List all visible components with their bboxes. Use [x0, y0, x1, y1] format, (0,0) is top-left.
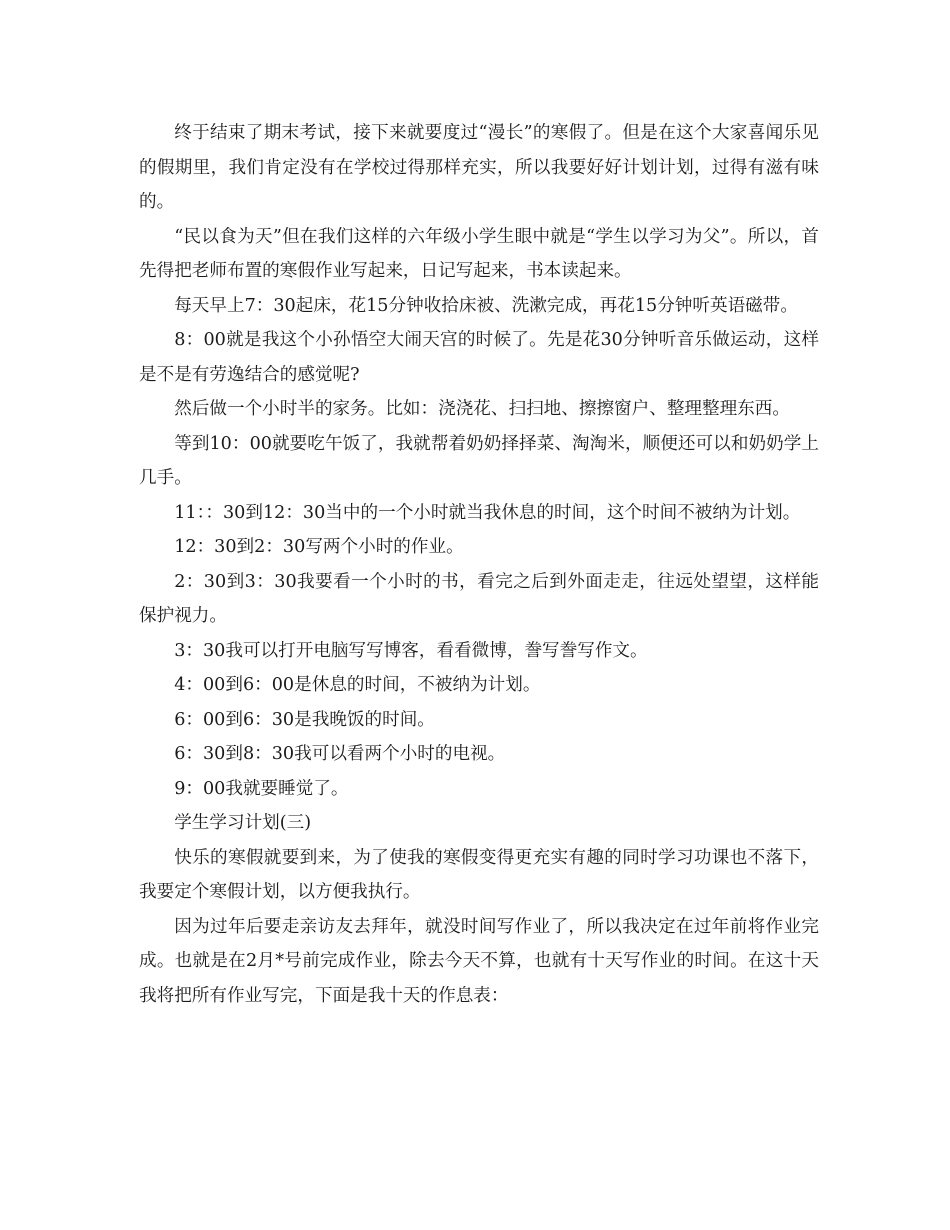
paragraph: 9：00我就要睡觉了。	[174, 778, 349, 799]
paragraph: 快乐的寒假就要到来，为了使我的寒假变得更充实有趣的同时学习功课也不落下，我要定个寒假计划，以方便我执行。	[139, 847, 819, 902]
paragraph: 3：30我可以打开电脑写写博客，看看微博，誊写誊写作文。	[174, 640, 648, 661]
section-heading: 学生学习计划(三)	[174, 813, 312, 833]
paragraph: 12：30到2：30写两个小时的作业。	[174, 537, 464, 557]
paragraph: 6：00到6：30是我晚饭的时间。	[174, 709, 435, 730]
paragraph: 每天早上7：30起床，花15分钟收拾床被、洗漱完成，再花15分钟听英语磁带。	[174, 295, 798, 316]
paragraph: 然后做一个小时半的家务。比如：浇浇花、扫扫地、擦擦窗户、整理整理东西。	[174, 399, 790, 419]
paragraph: 11：：30到12：30当中的一个小时就当我休息的时间，这个时间不被纳为计划。	[174, 502, 801, 523]
paragraph: 因为过年后要走亲访友去拜年，就没时间写作业了，所以我决定在过年前将作业完成。也就是在2月*号前完成作业，除去今天不算，也就有十天写作业的时间。在这十天我将把所有作业写完，下面是我十天的作息表：	[139, 916, 819, 1006]
paragraph: 终于结束了期末考试，接下来就要度过“漫长”的寒假了。但是在这个大家喜闻乐见的假期里，我们肯定没有在学校过得那样充实，所以我要好好计划计划，过得有滋有味的。	[139, 123, 819, 212]
paragraph: 等到10：00就要吃午饭了，我就帮着奶奶择择菜、淘淘米，顺便还可以和奶奶学上几手。	[139, 433, 819, 488]
paragraph: 4：00到6：00是休息的时间，不被纳为计划。	[174, 675, 541, 695]
paragraph: “民以食为天”但在我们这样的六年级小学生眼中就是“学生以学习为父”。所以，首先得把老师布置的寒假作业写起来，日记写起来，书本读起来。	[139, 226, 819, 281]
paragraph: 6：30到8：30我可以看两个小时的电视。	[174, 744, 506, 764]
document-body	[139, 116, 819, 1013]
paragraph: 8：00就是我这个小孙悟空大闹天宫的时候了。先是花30分钟听音乐做运动，这样是不是有劳逸结合的感觉呢?	[139, 330, 819, 385]
paragraph: 2：30到3：30我要看一个小时的书，看完之后到外面走走，往远处望望，这样能保护视力。	[139, 571, 819, 626]
